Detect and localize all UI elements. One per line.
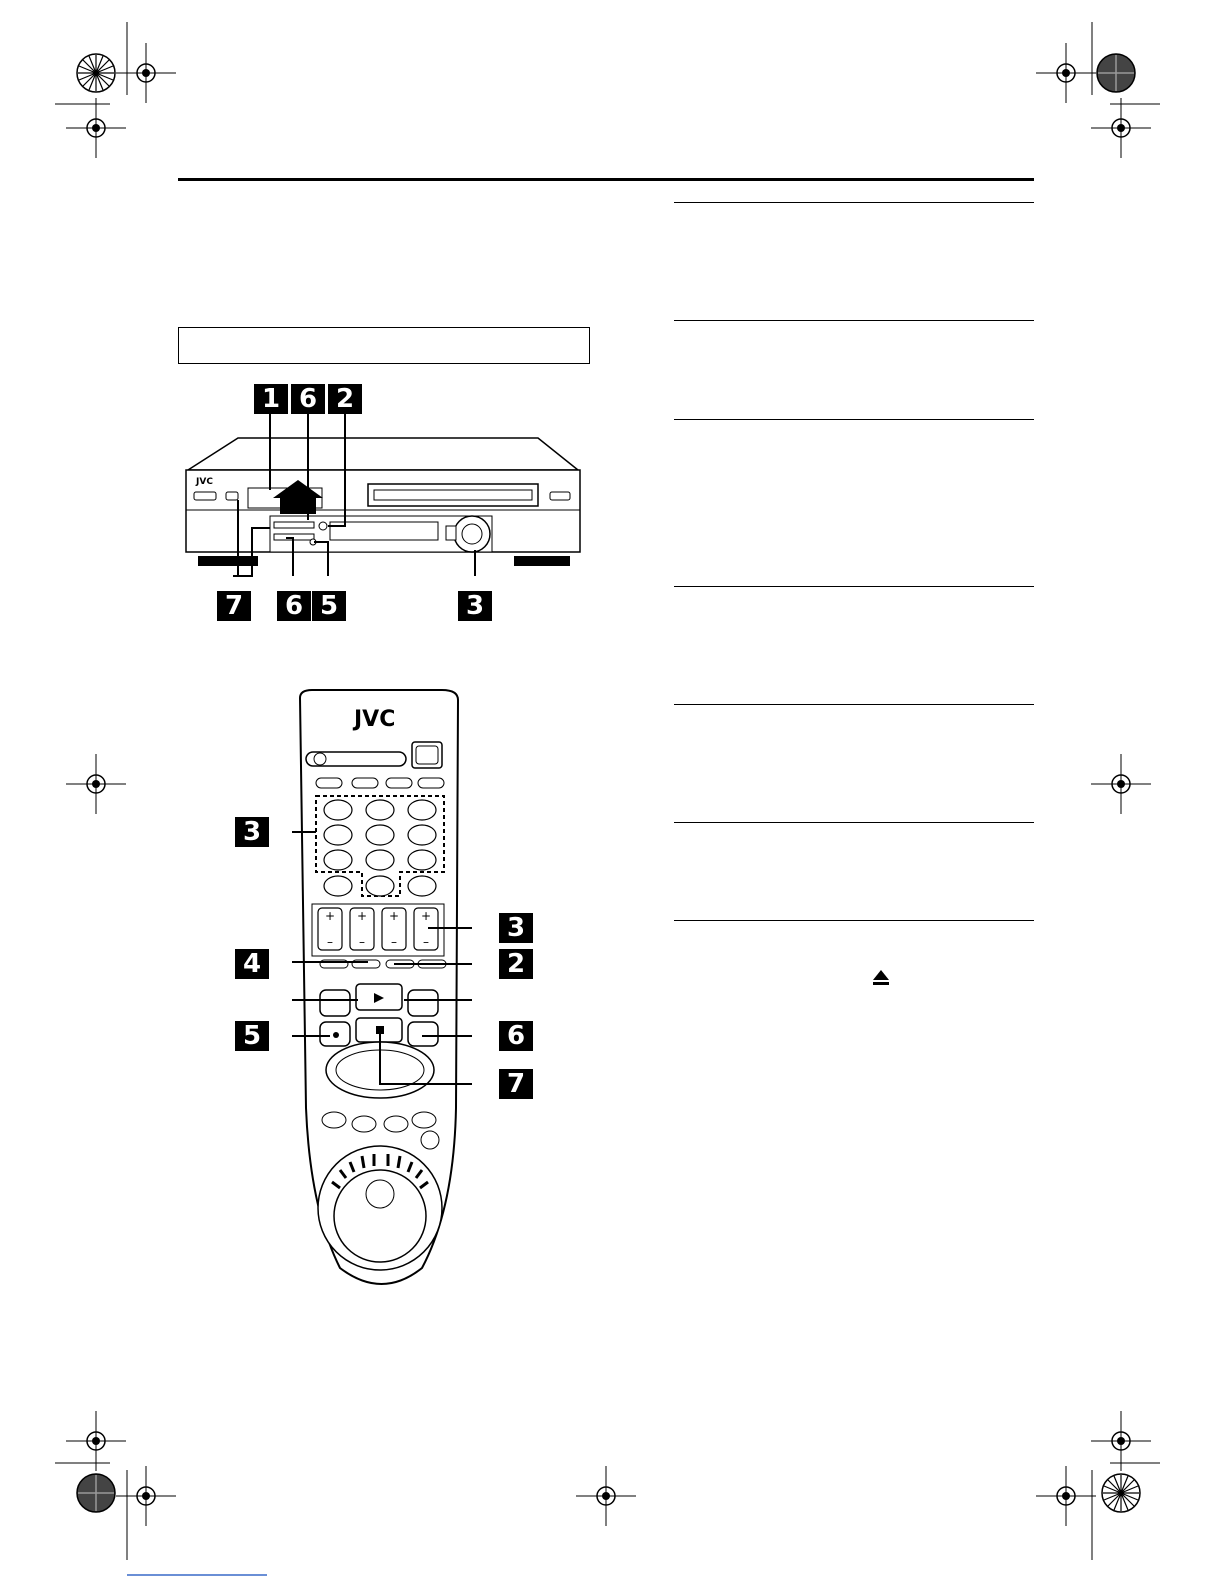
remote-logo: JVC [354, 707, 396, 732]
remote-callout-5: 5 [235, 1021, 269, 1051]
remote-callout-6: 6 [499, 1021, 533, 1051]
svg-text:–: – [359, 935, 365, 949]
vcr-callout-1: 1 [254, 384, 288, 414]
svg-text:+: + [324, 909, 336, 923]
note-box [178, 327, 590, 364]
svg-text:+: + [388, 909, 400, 923]
header-rule [178, 178, 1034, 181]
footer-link-underline[interactable] [127, 1574, 267, 1576]
svg-text:+: + [420, 909, 432, 923]
svg-text:+: + [356, 909, 368, 923]
svg-text:–: – [423, 935, 429, 949]
remote-callout-7: 7 [499, 1069, 533, 1099]
svg-text:–: – [327, 935, 333, 949]
vcr-callout-6-bottom: 6 [277, 591, 311, 621]
svg-text:–: – [391, 935, 397, 949]
vcr-callout-5: 5 [312, 591, 346, 621]
remote-callout-3-right: 3 [499, 913, 533, 943]
vcr-callout-7: 7 [217, 591, 251, 621]
vcr-callout-3: 3 [458, 591, 492, 621]
vcr-callout-6-top: 6 [291, 384, 325, 414]
eject-icon [870, 966, 892, 988]
vcr-callout-2: 2 [328, 384, 362, 414]
remote-callout-3-left: 3 [235, 817, 269, 847]
vcr-logo: JVC [196, 477, 213, 487]
remote-illustration [292, 688, 472, 1298]
remote-callout-2: 2 [499, 949, 533, 979]
remote-callout-4: 4 [235, 949, 269, 979]
